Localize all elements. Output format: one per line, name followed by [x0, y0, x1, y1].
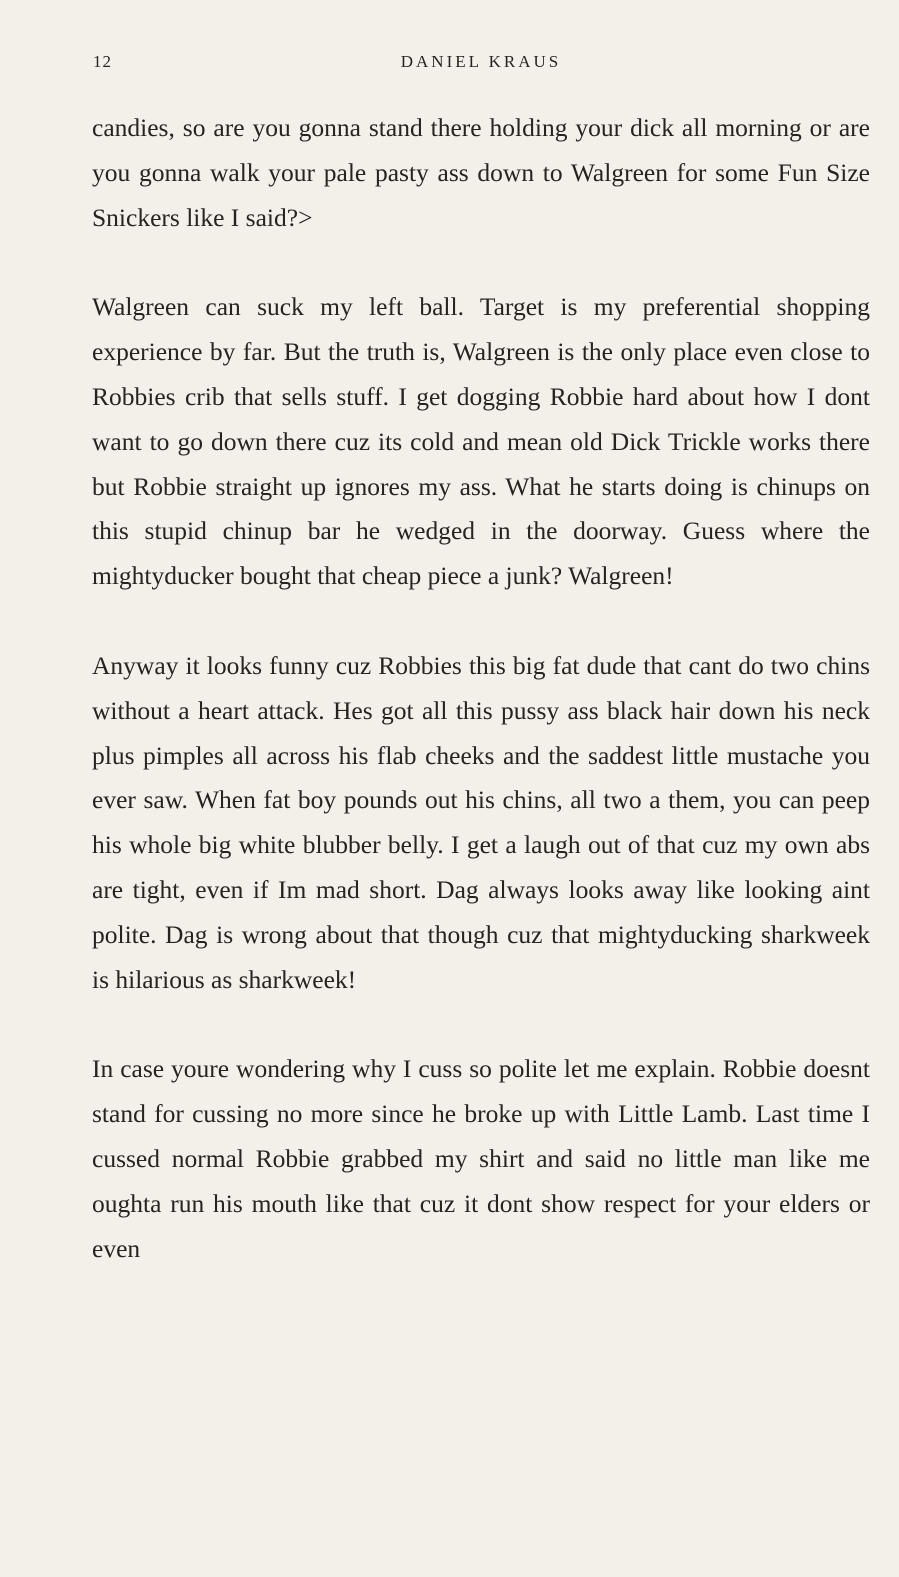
- running-head: [93, 52, 869, 76]
- body-text: [92, 106, 870, 1316]
- running-head-author: DANIEL KRAUS: [400, 52, 562, 71]
- paragraph-3: Anyway it looks funny cuz Robbies this big fat dude that cant do two chins without a heart attack. Hes got all this pussy ass black hair down his neck plus pimples all across his flab cheeks and the saddest little mustache you ever saw. When fat boy pounds out his chins, all two a them, you can peep his whole big white blubber belly. I get a laugh out of that cuz my own abs are tight, even if Im mad short. Dag always looks away like looking aint polite. Dag is wrong about that though cuz that mightyducking sharkweek is hilarious as sharkweek!: [92, 650, 870, 994]
- paragraph-2: Walgreen can suck my left ball. Target is my preferential shopping experience by far. But the truth is, Walgreen is the only place even close to Robbies crib that sells stuff. I get dogging Robbie hard about how I dont want to go down there cuz its cold and mean old Dick Trickle works there but Robbie straight up ignores my ass. What he starts doing is chinups on this stupid chinup bar he wedged in the doorway. Guess where the mightyducker bought that cheap piece a junk? Walgreen!: [92, 292, 870, 591]
- page-number: 12: [93, 52, 112, 71]
- paragraph-4: In case youre wondering why I cuss so polite let me explain. Robbie doesnt stand for cussing no more since he broke up with Little Lamb. Last time I cussed normal Robbie grabbed my shirt and said no little man like me oughta run his mouth like that cuz it dont show respect for your elders or even: [92, 1054, 870, 1263]
- paragraph-1: candies, so are you gonna stand there holding your dick all morning or are you gonna walk your pale pasty ass down to Walgreen for some Fun Size Snickers like I said?>: [92, 113, 870, 232]
